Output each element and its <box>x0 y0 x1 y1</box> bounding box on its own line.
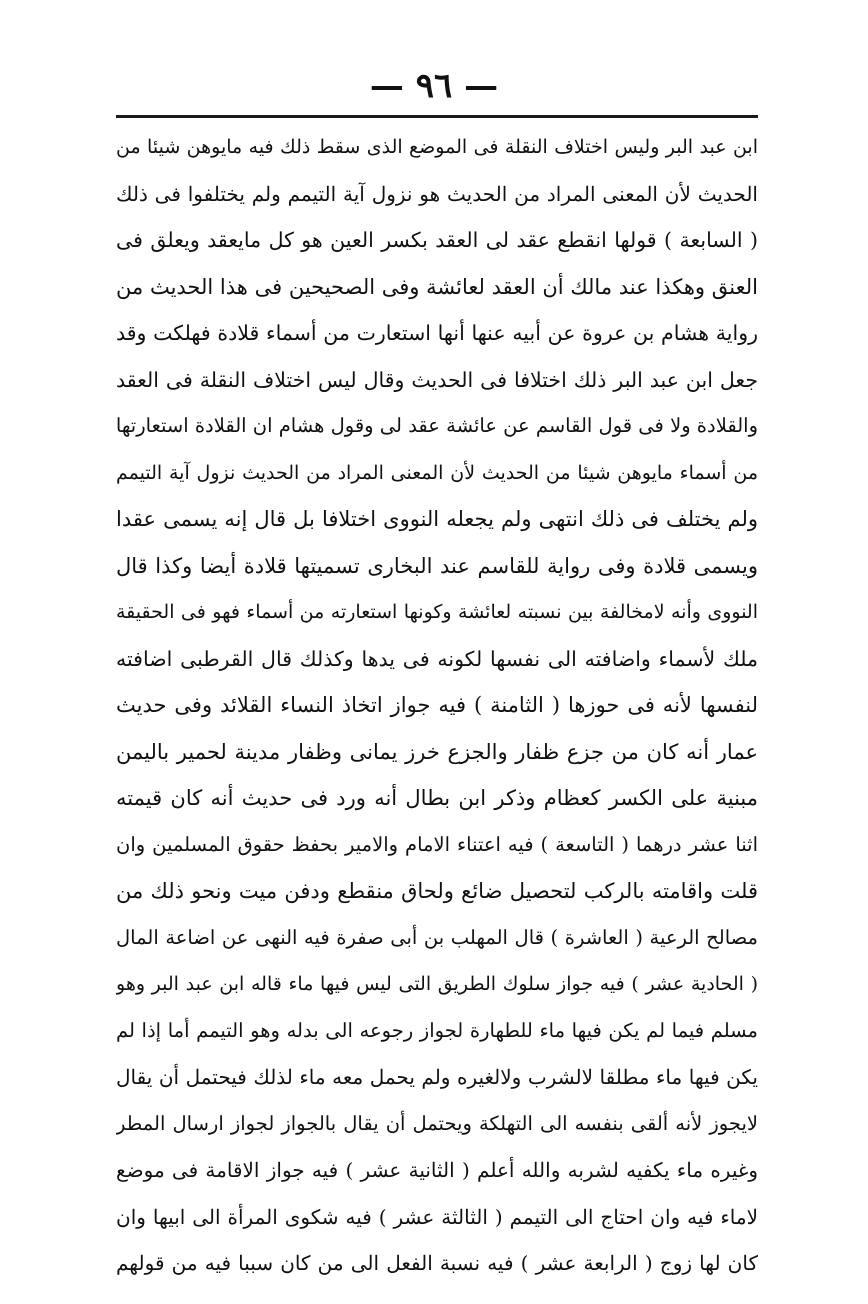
text-line: لايجوز لأنه ألقى بنفسه الى التهلكة ويحتمل أن يقال بالجواز لجواز ارسال المطر <box>116 1111 758 1135</box>
text-line: الحديث لأن المعنى المراد من الحديث هو نزول آية التيمم ولم يختلفوا فى ذلك <box>116 181 758 206</box>
text-line: مبنية على الكسر كعظام وذكر ابن بطال أنه ورد فى حديث أنه كان قيمته <box>116 786 758 810</box>
text-line: يكن فيها ماء مطلقا لالشرب ولالغيره ولم يحمل معه ماء لذلك فيحتمل أن يقال <box>116 1065 758 1089</box>
text-line: رواية هشام بن عروة عن أبيه عنها أنها استعارت من أسماء قلادة فهلكت وقد <box>116 321 758 345</box>
text-line: جعل ابن عبد البر ذلك اختلافا فى الحديث وقال ليس اختلاف النقلة فى العقد <box>116 367 758 392</box>
text-body <box>116 124 758 1287</box>
text-line: لاماء فيه وان احتاج الى التيمم ( الثالثة عشر ) فيه شكوى المرأة الى ابيها وان <box>116 1204 758 1229</box>
text-line: ( السابعة ) قولها انقطع عقد لى العقد بكسر العين هو كل مايعقد ويعلق فى <box>116 228 758 252</box>
text-line: ويسمى قلادة وفى رواية للقاسم عند البخارى تسميتها قلادة أيضا وكذا قال <box>116 553 758 578</box>
text-line: من أسماء مايوهن شيئا من الحديث لأن المعنى المراد من الحديث نزول آية التيمم <box>116 461 758 484</box>
text-line: مصالح الرعية ( العاشرة ) قال المهلب بن أبى صفرة فيه النهى عن اضاعة المال <box>116 925 758 949</box>
page-number: — ٩٦ — <box>369 66 499 106</box>
text-line: مسلم فيما لم يكن فيها ماء للطهارة لجواز رجوعه الى بدله وهو التيمم أما إذا لم <box>116 1018 758 1042</box>
text-line: ولم يختلف فى ذلك انتهى ولم يجعله النووى اختلافا بل قال إنه يسمى عقدا <box>116 507 758 531</box>
text-line: ( الحادية عشر ) فيه جواز سلوك الطريق التى ليس فيها ماء قاله ابن عبد البر وهو <box>116 973 758 995</box>
text-line: النووى وأنه لامخالفة بين نسبته لعائشة وكونها استعارته من أسماء فهو فى الحقيقة <box>116 601 758 623</box>
text-line: وغيره ماء يكفيه لشربه والله أعلم ( الثانية عشر ) فيه جواز الاقامة فى موضع <box>116 1158 758 1182</box>
text-line: قلت واقامته بالركب لتحصيل ضائع ولحاق منقطع ودفن ميت ونحو ذلك من <box>116 879 758 903</box>
text-line: لنفسها لأنه فى حوزها ( الثامنة ) فيه جواز اتخاذ النساء القلائد وفى حديث <box>116 693 758 717</box>
header-rule <box>116 115 758 118</box>
text-line: كان لها زوج ( الرابعة عشر ) فيه نسبة الفعل الى من كان سببا فيه من قولهم <box>116 1251 758 1275</box>
text-line: ملك لأسماء واضافته الى نفسها لكونه فى يدها وكذلك قال القرطبى اضافته <box>116 646 758 671</box>
text-line: عمار أنه كان من جزع ظفار والجزع خرز يمانى وظفار مدينة لحمير باليمن <box>116 739 758 764</box>
text-line: والقلادة ولا فى قول القاسم عن عائشة عقد لى وقول هشام ان القلادة استعارتها <box>116 414 758 437</box>
text-line: ابن عبد البر وليس اختلاف النقلة فى الموضع الذى سقط ذلك فيه مايوهن شيئا من <box>116 136 758 158</box>
text-line: العنق وهكذا عند مالك أن العقد لعائشة وفى الصحيحين فى هذا الحديث من <box>116 274 758 299</box>
text-line: اثنا عشر درهما ( التاسعة ) فيه اعتناء الامام والامير بحفظ حقوق المسلمين وان <box>116 832 758 856</box>
